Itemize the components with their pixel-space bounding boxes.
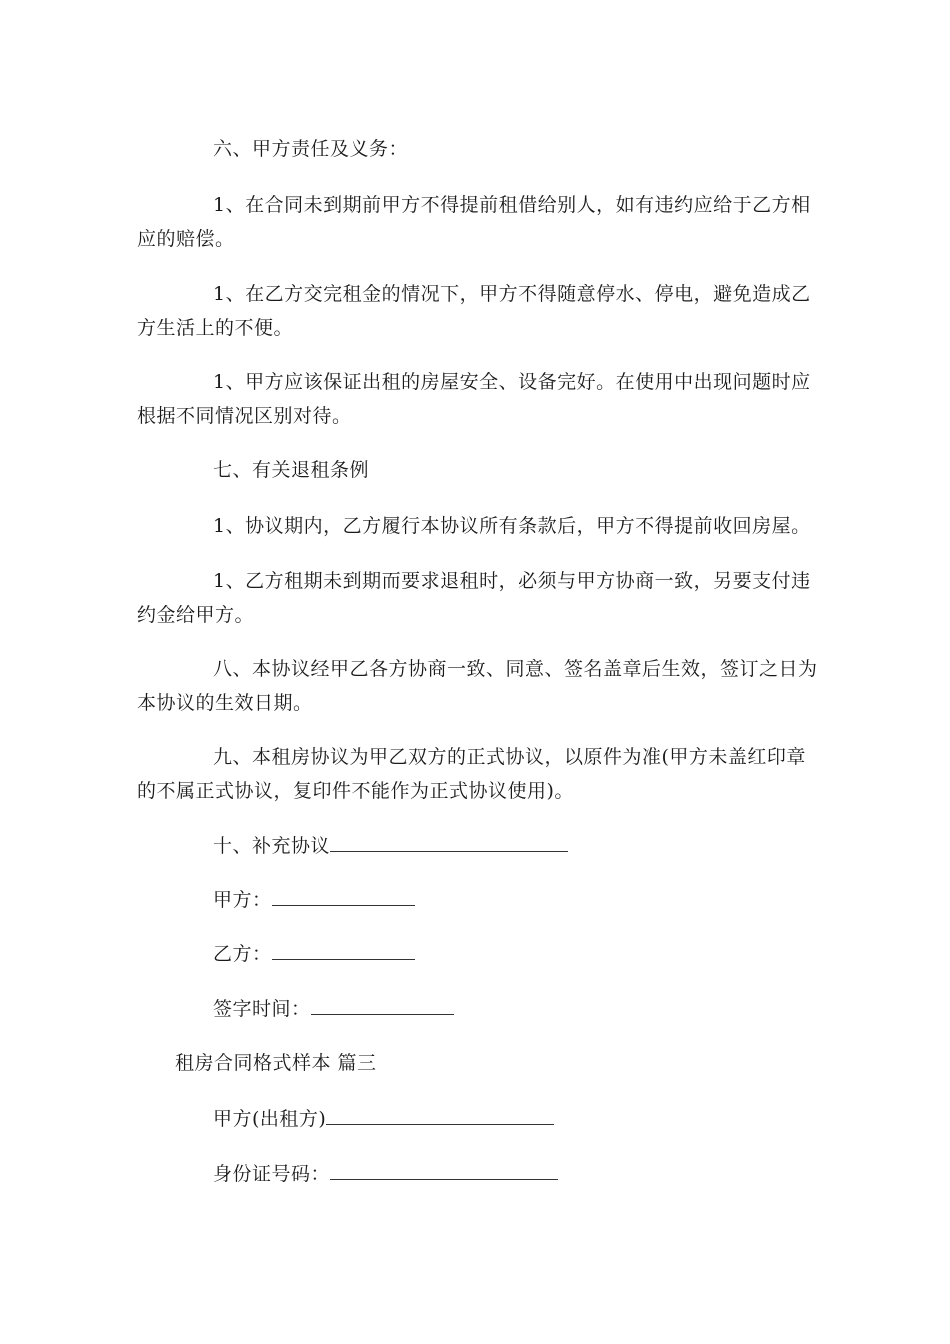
- paragraph-line: 1、乙方租期未到期而要求退租时，必须与甲方协商一致，另要支付违: [213, 570, 811, 592]
- paragraph-line: 1、协议期内，乙方履行本协议所有条款后，甲方不得提前收回房屋。: [213, 515, 811, 537]
- paragraph-line: 根据不同情况区别对待。: [137, 405, 352, 427]
- party-a-label: 甲方：: [213, 889, 272, 911]
- paragraph-line: 方生活上的不便。: [137, 317, 294, 339]
- paragraph-line: 本协议的生效日期。: [137, 692, 313, 714]
- paragraph-line: 1、甲方应该保证出租的房屋安全、设备完好。在使用中出现问题时应: [213, 371, 811, 393]
- id-number-blank: [330, 1161, 558, 1180]
- lessor-row: [213, 1106, 554, 1131]
- sign-time-blank: [311, 996, 454, 1015]
- party-b-row: [213, 941, 415, 966]
- paragraph-line: 1、在合同未到期前甲方不得提前租借给别人，如有违约应给于乙方相: [213, 194, 811, 216]
- paragraph-line: 八、本协议经甲乙各方协商一致、同意、签名盖章后生效，签订之日为: [213, 658, 818, 680]
- supplementary-agreement-row: [213, 833, 568, 858]
- supplementary-agreement-blank: [330, 833, 568, 852]
- paragraph-line: 应的赔偿。: [137, 228, 235, 250]
- paragraph-line: 的不属正式协议，复印件不能作为正式协议使用)。: [137, 780, 574, 802]
- section-title: 租房合同格式样本 篇三: [175, 1052, 377, 1074]
- sign-time-label: 签字时间：: [213, 998, 311, 1020]
- id-number-label: 身份证号码：: [213, 1163, 331, 1185]
- party-a-blank: [272, 887, 415, 906]
- party-b-blank: [272, 941, 415, 960]
- party-b-label: 乙方：: [213, 943, 272, 965]
- party-a-row: [213, 887, 415, 912]
- paragraph-line: 九、本租房协议为甲乙双方的正式协议，以原件为准(甲方未盖红印章: [213, 746, 806, 768]
- id-number-row: [213, 1161, 558, 1186]
- paragraph-line: 1、在乙方交完租金的情况下，甲方不得随意停水、停电，避免造成乙: [213, 283, 811, 305]
- sign-time-row: [213, 996, 454, 1021]
- lessor-blank: [326, 1106, 554, 1125]
- section-7-heading: 七、有关退租条例: [213, 459, 370, 481]
- supplementary-agreement-label: 十、补充协议: [213, 835, 331, 857]
- lessor-label: 甲方(出租方): [213, 1108, 327, 1130]
- section-6-heading: 六、甲方责任及义务：: [213, 138, 409, 160]
- paragraph-line: 约金给甲方。: [137, 604, 255, 626]
